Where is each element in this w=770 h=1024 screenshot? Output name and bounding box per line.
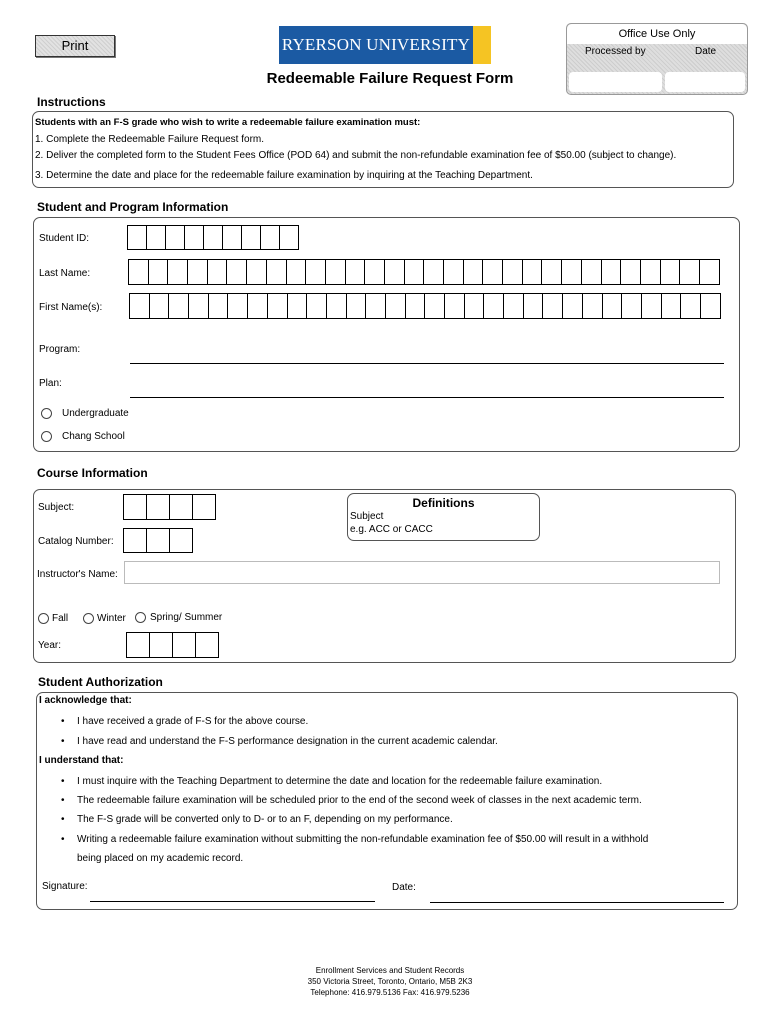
catalog-number-label: Catalog Number: <box>38 536 114 547</box>
subject-field[interactable] <box>123 494 215 520</box>
und-item-4: • Writing a redeemable failure examination without submitting the non-refundable examination fee of $50.00 will result in a withhold <box>77 834 648 845</box>
und-item-2: • The redeemable failure examination will be scheduled prior to the end of the second week of classes in the next academic term. <box>77 795 642 806</box>
definitions-box <box>347 493 540 541</box>
definitions-subject: Subject <box>350 511 384 522</box>
signature-line[interactable] <box>90 901 375 902</box>
chang-school-radio[interactable] <box>41 431 52 442</box>
print-button[interactable]: Print <box>35 35 115 57</box>
chang-school-label: Chang School <box>62 431 125 442</box>
undergraduate-label: Undergraduate <box>62 408 129 419</box>
instructor-name-input[interactable] <box>124 561 720 584</box>
student-section-heading: Student and Program Information <box>37 200 229 214</box>
year-field[interactable] <box>126 632 218 658</box>
date-label: Date: <box>392 882 416 893</box>
definitions-title: Definitions <box>412 496 475 510</box>
und-item-4-continuation: being placed on my academic record. <box>77 853 244 864</box>
year-label: Year: <box>38 640 61 651</box>
understand-heading: I understand that: <box>39 755 124 766</box>
footer-address: 350 Victoria Street, Toronto, Ontario, M5B 2K3 <box>307 977 473 986</box>
plan-label: Plan: <box>39 378 62 389</box>
fall-label: Fall <box>52 613 69 624</box>
authorization-heading: Student Authorization <box>38 675 163 689</box>
winter-radio[interactable] <box>83 613 94 624</box>
plan-input-line[interactable] <box>130 397 724 398</box>
catalog-number-field[interactable] <box>123 528 192 553</box>
instructions-intro: Students with an F-S grade who wish to write a redeemable failure examination must: <box>35 117 421 128</box>
instruction-step-2: 2. Deliver the completed form to the Student Fees Office (POD 64) and submit the non-refundable examination fee of $50.00 (subject to change). <box>35 150 677 161</box>
first-names-label: First Name(s): <box>39 302 103 313</box>
student-panel <box>33 217 740 452</box>
und-item-3: • The F-S grade will be converted only to D- or to an F, depending on my performance. <box>77 814 453 825</box>
spring-summer-label: Spring/ Summer <box>150 612 223 623</box>
footer-office: Enrollment Services and Student Records <box>315 966 465 975</box>
logo-text: RYERSON UNIVERSITY <box>281 35 471 54</box>
last-name-label: Last Name: <box>39 268 91 279</box>
ack-item-2: • I have read and understand the F-S performance designation in the current academic calendar. <box>77 736 498 747</box>
ack-item-1: • I have received a grade of F-S for the above course. <box>77 716 308 727</box>
date-line[interactable] <box>430 902 724 903</box>
office-use-heading: Office Use Only <box>567 24 747 44</box>
office-date-label: Date <box>695 46 717 57</box>
acknowledge-heading: I acknowledge that: <box>39 695 132 706</box>
student-id-label: Student ID: <box>39 233 90 244</box>
undergraduate-radio[interactable] <box>41 408 52 419</box>
fall-radio[interactable] <box>38 613 49 624</box>
definitions-example: e.g. ACC or CACC <box>350 524 433 535</box>
signature-label: Signature: <box>42 881 88 892</box>
student-id-field[interactable] <box>127 225 298 250</box>
instruction-step-3: 3. Determine the date and place for the redeemable failure examination by inquiring at the Teaching Department. <box>35 170 533 181</box>
last-name-field[interactable] <box>128 259 719 285</box>
instructor-name-label: Instructor's Name: <box>37 569 118 580</box>
logo-gold-bar <box>473 26 491 64</box>
first-names-field[interactable] <box>129 293 720 319</box>
und-item-1: • I must inquire with the Teaching Department to determine the date and location for the redeemable failure examination. <box>77 776 602 787</box>
program-input-line[interactable] <box>130 363 724 364</box>
instruction-step-1: 1. Complete the Redeemable Failure Request form. <box>35 134 265 145</box>
program-label: Program: <box>39 344 81 355</box>
winter-label: Winter <box>97 613 126 624</box>
spring-summer-radio[interactable] <box>135 612 146 623</box>
footer-phone: Telephone: 416.979.5136 Fax: 416.979.5236 <box>310 988 470 997</box>
instructions-heading: Instructions <box>37 95 106 109</box>
course-section-heading: Course Information <box>37 466 148 480</box>
ryerson-logo <box>279 26 491 64</box>
subject-label: Subject: <box>38 502 75 513</box>
processed-by-label: Processed by <box>585 46 646 57</box>
page-title: Redeemable Failure Request Form <box>266 70 514 87</box>
